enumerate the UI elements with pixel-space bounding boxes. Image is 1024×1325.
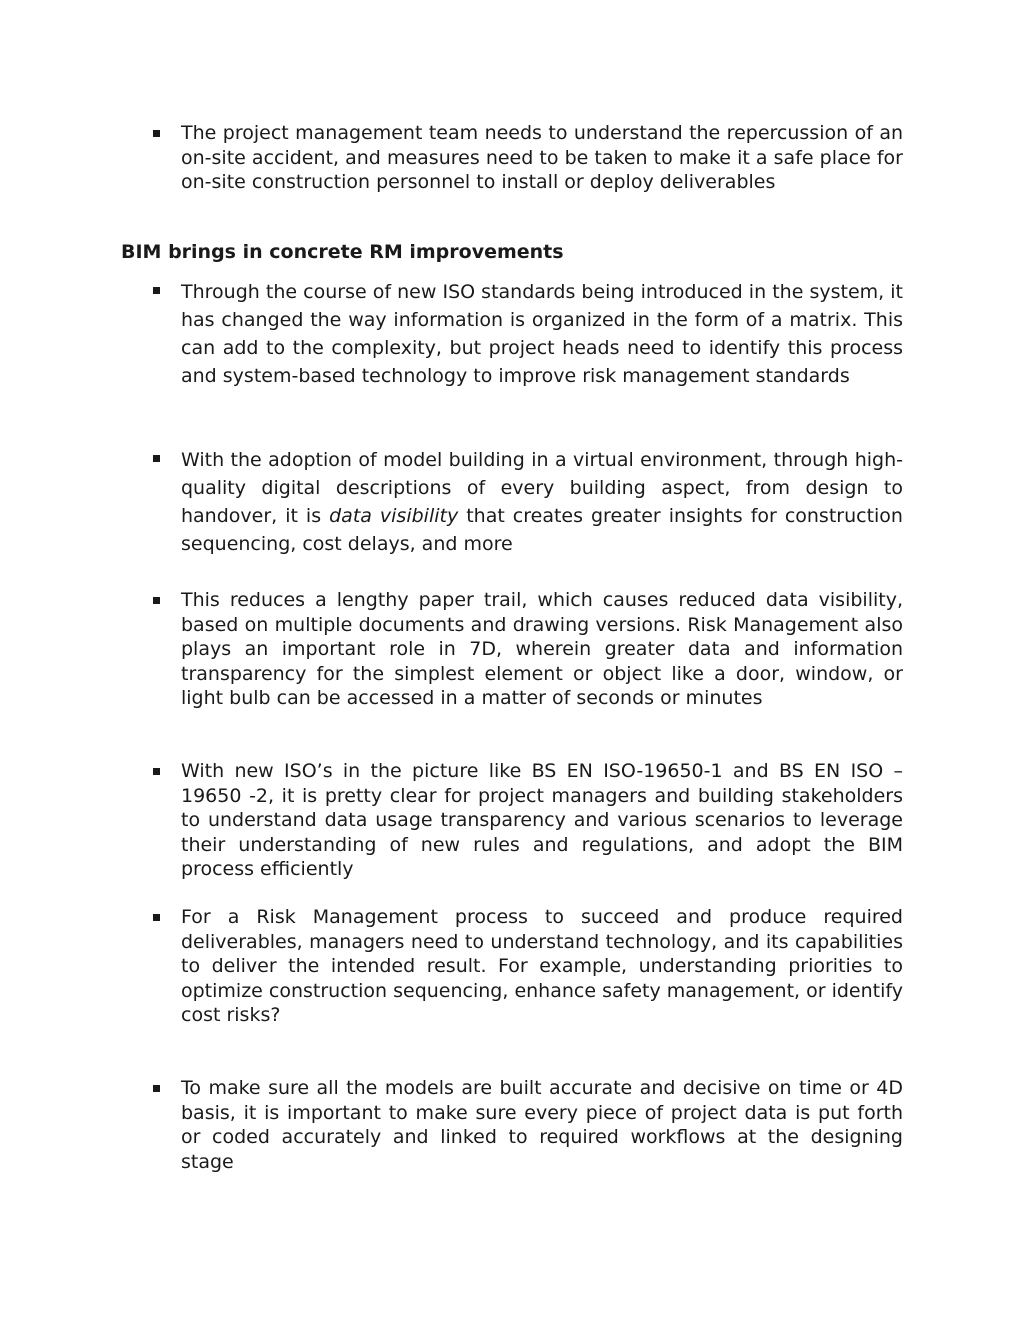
list-item [181, 905, 903, 1028]
list-item [181, 1076, 903, 1174]
list-item [181, 759, 903, 882]
list-item [181, 121, 903, 195]
list-item-text: To make sure all the models are built accurate and decisive on time or 4D basis, it is important to make sure every piece of project data is put forth or coded accurately and linked to required workflows at the designing stage [181, 1077, 903, 1173]
square-bullet-icon [153, 1085, 160, 1092]
list-item-text: For a Risk Management process to succeed and produce required deliverables, managers need to understand technology, and its capabilities to deliver the intended result. For example, understanding priorities to optimize construction sequencing, enhance safety management, or identify cost risks? [181, 906, 903, 1026]
list-item-text: Through the course of new ISO standards being introduced in the system, it has changed the way information is organized in the form of a matrix. This can add to the complexity, but project heads need to identify this process and system-based technology to improve risk management standards [181, 281, 903, 387]
square-bullet-icon [153, 130, 160, 137]
list-item [181, 588, 903, 711]
square-bullet-icon [153, 287, 160, 294]
square-bullet-icon [153, 768, 160, 775]
list-item-text: With new ISO’s in the picture like BS EN ISO-19650-1 and BS EN ISO – 19650 -2, it is pretty clear for project managers and building stakeholders to understand data usage transparency and various scenarios to leverage their understanding of new rules and regulations, and adopt the BIM process efficiently [181, 760, 903, 880]
list-item [181, 278, 903, 390]
list-item-text: The project management team needs to understand the repercussion of an on-site accident, and measures need to be taken to make it a safe place for on-site construction personnel to install or deploy deliverables [181, 122, 903, 193]
square-bullet-icon [153, 914, 160, 921]
section-heading: BIM brings in concrete RM improvements [121, 241, 564, 263]
list-item-text: This reduces a lengthy paper trail, which causes reduced data visibility, based on multiple documents and drawing versions. Risk Management also plays an important role in 7D, wherein greater data and information transparency for the simplest element or object like a door, window, or light bulb can be accessed in a matter of seconds or minutes [181, 589, 903, 709]
square-bullet-icon [153, 597, 160, 604]
emphasis-text: data visibility [329, 505, 459, 527]
list-item [181, 446, 903, 558]
list-item-text-before: With the adoption of model building in a virtual environment, through high-quality digital descriptions of every building aspect, from design to handover, it is [181, 449, 903, 527]
list-item-text-after: that creates greater insights for construction sequencing, cost delays, and more [181, 505, 903, 555]
square-bullet-icon [153, 455, 160, 462]
